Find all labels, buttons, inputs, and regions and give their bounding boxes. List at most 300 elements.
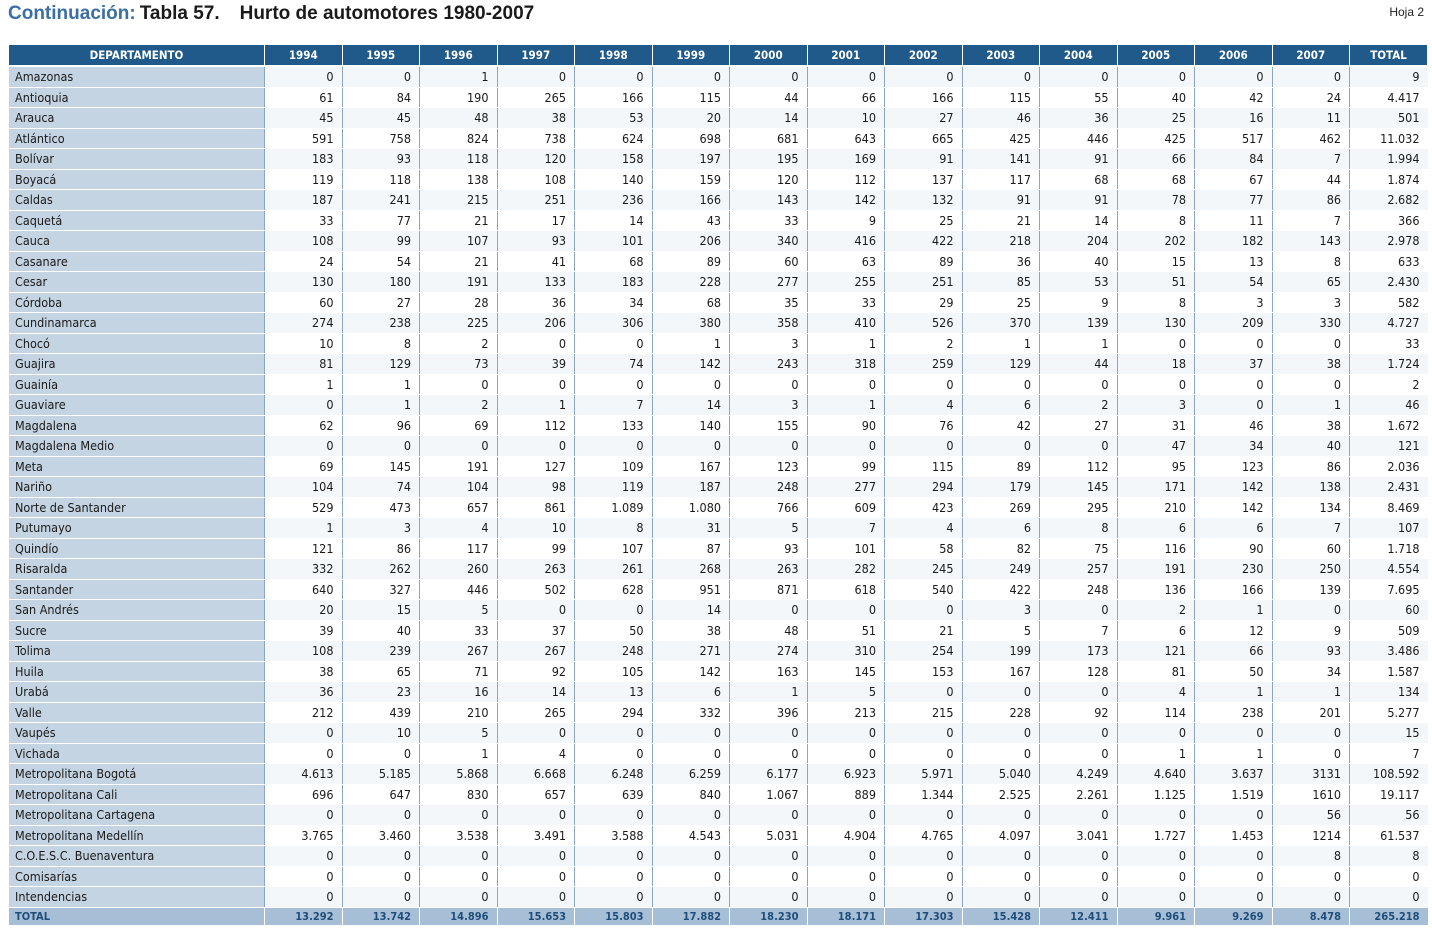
value-cell: 3.041	[1040, 825, 1118, 846]
value-cell: 4.543	[652, 825, 730, 846]
value-cell: 282	[807, 559, 885, 580]
value-cell: 47	[1117, 436, 1195, 457]
value-cell: 0	[497, 846, 575, 867]
value-cell: 39	[265, 620, 343, 641]
total-cell: 134	[1350, 682, 1428, 703]
value-cell: 31	[652, 518, 730, 539]
value-cell: 3	[1272, 292, 1350, 313]
value-cell: 263	[730, 559, 808, 580]
value-cell: 1.080	[652, 497, 730, 518]
value-cell: 86	[1272, 456, 1350, 477]
value-cell: 1	[420, 743, 498, 764]
table-title: Hurto de automotores 1980-2007	[239, 3, 535, 24]
value-cell: 85	[962, 272, 1040, 293]
value-cell: 14	[652, 395, 730, 416]
value-cell: 155	[730, 415, 808, 436]
value-cell: 108	[265, 641, 343, 662]
value-cell: 1.727	[1117, 825, 1195, 846]
total-cell: 61.537	[1350, 825, 1428, 846]
value-cell: 1.125	[1117, 784, 1195, 805]
value-cell: 0	[265, 743, 343, 764]
total-cell: 9	[1350, 66, 1428, 87]
value-cell: 0	[652, 66, 730, 87]
value-cell: 140	[575, 169, 653, 190]
value-cell: 14	[652, 600, 730, 621]
value-cell: 306	[575, 313, 653, 334]
value-cell: 7	[1272, 210, 1350, 231]
value-cell: 0	[1195, 395, 1273, 416]
value-cell: 0	[1195, 887, 1273, 908]
total-cell: 4.554	[1350, 559, 1428, 580]
value-cell: 4	[885, 518, 963, 539]
value-cell: 241	[342, 190, 420, 211]
value-cell: 101	[575, 231, 653, 252]
value-cell: 0	[575, 743, 653, 764]
department-cell: Metropolitana Medellín	[9, 825, 265, 846]
value-cell: 68	[575, 251, 653, 272]
value-cell: 261	[575, 559, 653, 580]
value-cell: 0	[885, 66, 963, 87]
total-cell: 0	[1350, 887, 1428, 908]
value-cell: 5	[420, 600, 498, 621]
value-cell: 6.923	[807, 764, 885, 785]
value-cell: 0	[1195, 866, 1273, 887]
value-cell: 141	[962, 149, 1040, 170]
value-cell: 91	[1040, 149, 1118, 170]
value-cell: 238	[1195, 702, 1273, 723]
total-value-cell: 9.961	[1117, 907, 1195, 925]
value-cell: 9	[807, 210, 885, 231]
department-cell: Casanare	[9, 251, 265, 272]
value-cell: 61	[265, 87, 343, 108]
total-cell: 8	[1350, 846, 1428, 867]
value-cell: 99	[497, 538, 575, 559]
value-cell: 1	[1117, 743, 1195, 764]
value-cell: 138	[420, 169, 498, 190]
value-cell: 6.177	[730, 764, 808, 785]
value-cell: 66	[807, 87, 885, 108]
value-cell: 0	[1195, 333, 1273, 354]
value-cell: 0	[807, 866, 885, 887]
value-cell: 34	[1195, 436, 1273, 457]
value-cell: 0	[1195, 66, 1273, 87]
total-cell: 2	[1350, 374, 1428, 395]
value-cell: 77	[1195, 190, 1273, 211]
value-cell: 2	[885, 333, 963, 354]
department-cell: C.O.E.S.C. Buenaventura	[9, 846, 265, 867]
total-cell: 2.431	[1350, 477, 1428, 498]
value-cell: 215	[885, 702, 963, 723]
value-cell: 3	[730, 333, 808, 354]
column-header-2001: 2001	[807, 45, 885, 66]
value-cell: 107	[420, 231, 498, 252]
value-cell: 1	[730, 682, 808, 703]
value-cell: 0	[1040, 436, 1118, 457]
value-cell: 425	[1117, 128, 1195, 149]
value-cell: 0	[962, 374, 1040, 395]
value-cell: 14	[575, 210, 653, 231]
value-cell: 69	[420, 415, 498, 436]
value-cell: 112	[1040, 456, 1118, 477]
value-cell: 5.185	[342, 764, 420, 785]
value-cell: 327	[342, 579, 420, 600]
value-cell: 69	[265, 456, 343, 477]
value-cell: 526	[885, 313, 963, 334]
department-cell: Guainía	[9, 374, 265, 395]
value-cell: 0	[265, 846, 343, 867]
column-header-2006: 2006	[1195, 45, 1273, 66]
value-cell: 0	[420, 887, 498, 908]
value-cell: 657	[497, 784, 575, 805]
table-row	[9, 682, 1428, 703]
department-cell: Sucre	[9, 620, 265, 641]
value-cell: 3	[1195, 292, 1273, 313]
value-cell: 36	[962, 251, 1040, 272]
value-cell: 15	[342, 600, 420, 621]
value-cell: 44	[730, 87, 808, 108]
value-cell: 143	[730, 190, 808, 211]
value-cell: 0	[885, 887, 963, 908]
value-cell: 0	[962, 805, 1040, 826]
value-cell: 951	[652, 579, 730, 600]
column-header-1999: 1999	[652, 45, 730, 66]
value-cell: 1	[342, 395, 420, 416]
value-cell: 213	[807, 702, 885, 723]
value-cell: 46	[1195, 415, 1273, 436]
value-cell: 529	[265, 497, 343, 518]
value-cell: 99	[807, 456, 885, 477]
value-cell: 422	[885, 231, 963, 252]
value-cell: 37	[1195, 354, 1273, 375]
value-cell: 101	[807, 538, 885, 559]
value-cell: 127	[497, 456, 575, 477]
value-cell: 647	[342, 784, 420, 805]
department-cell: Magdalena Medio	[9, 436, 265, 457]
value-cell: 23	[342, 682, 420, 703]
value-cell: 3.765	[265, 825, 343, 846]
value-cell: 60	[265, 292, 343, 313]
value-cell: 257	[1040, 559, 1118, 580]
value-cell: 195	[730, 149, 808, 170]
value-cell: 11	[1272, 108, 1350, 129]
value-cell: 93	[497, 231, 575, 252]
total-value-cell: 265.218	[1350, 907, 1428, 925]
value-cell: 6	[652, 682, 730, 703]
total-value-cell: 8.478	[1272, 907, 1350, 925]
data-table	[8, 45, 1428, 925]
value-cell: 6	[1117, 518, 1195, 539]
value-cell: 25	[962, 292, 1040, 313]
value-cell: 20	[652, 108, 730, 129]
value-cell: 197	[652, 149, 730, 170]
table-row	[9, 497, 1428, 518]
value-cell: 0	[962, 436, 1040, 457]
value-cell: 0	[652, 723, 730, 744]
value-cell: 4	[885, 395, 963, 416]
total-cell: 33	[1350, 333, 1428, 354]
value-cell: 3.538	[420, 825, 498, 846]
value-cell: 63	[807, 251, 885, 272]
total-cell: 4.727	[1350, 313, 1428, 334]
value-cell: 0	[1040, 374, 1118, 395]
value-cell: 0	[730, 743, 808, 764]
value-cell: 91	[1040, 190, 1118, 211]
value-cell: 5	[730, 518, 808, 539]
department-cell: Antioquia	[9, 87, 265, 108]
value-cell: 758	[342, 128, 420, 149]
value-cell: 439	[342, 702, 420, 723]
total-cell: 1.724	[1350, 354, 1428, 375]
value-cell: 0	[730, 600, 808, 621]
value-cell: 167	[652, 456, 730, 477]
table-number: Tabla 57.	[139, 3, 220, 24]
value-cell: 6	[1195, 518, 1273, 539]
total-cell: 56	[1350, 805, 1428, 826]
column-header-2003: 2003	[962, 45, 1040, 66]
value-cell: 62	[265, 415, 343, 436]
value-cell: 44	[1272, 169, 1350, 190]
value-cell: 0	[575, 723, 653, 744]
value-cell: 145	[342, 456, 420, 477]
total-value-cell: 17.303	[885, 907, 963, 925]
value-cell: 1	[342, 374, 420, 395]
value-cell: 1610	[1272, 784, 1350, 805]
page-title	[8, 3, 534, 27]
total-cell: 501	[1350, 108, 1428, 129]
value-cell: 251	[885, 272, 963, 293]
value-cell: 8	[575, 518, 653, 539]
value-cell: 112	[807, 169, 885, 190]
value-cell: 40	[1117, 87, 1195, 108]
value-cell: 1	[1195, 682, 1273, 703]
value-cell: 68	[1040, 169, 1118, 190]
value-cell: 446	[1040, 128, 1118, 149]
header-row	[9, 45, 1428, 66]
value-cell: 1	[807, 395, 885, 416]
value-cell: 277	[730, 272, 808, 293]
value-cell: 68	[1117, 169, 1195, 190]
value-cell: 0	[342, 866, 420, 887]
value-cell: 267	[420, 641, 498, 662]
value-cell: 38	[1272, 354, 1350, 375]
value-cell: 0	[575, 436, 653, 457]
value-cell: 0	[1040, 600, 1118, 621]
value-cell: 44	[1040, 354, 1118, 375]
value-cell: 74	[575, 354, 653, 375]
department-cell: Magdalena	[9, 415, 265, 436]
value-cell: 0	[420, 436, 498, 457]
value-cell: 20	[265, 600, 343, 621]
value-cell: 830	[420, 784, 498, 805]
value-cell: 228	[962, 702, 1040, 723]
value-cell: 5.031	[730, 825, 808, 846]
value-cell: 0	[265, 805, 343, 826]
value-cell: 0	[1195, 846, 1273, 867]
value-cell: 422	[962, 579, 1040, 600]
table-row	[9, 723, 1428, 744]
value-cell: 3.637	[1195, 764, 1273, 785]
value-cell: 318	[807, 354, 885, 375]
table-row	[9, 108, 1428, 129]
table-row	[9, 579, 1428, 600]
table-row	[9, 354, 1428, 375]
value-cell: 416	[807, 231, 885, 252]
value-cell: 45	[265, 108, 343, 129]
value-cell: 140	[652, 415, 730, 436]
value-cell: 410	[807, 313, 885, 334]
value-cell: 118	[420, 149, 498, 170]
value-cell: 38	[652, 620, 730, 641]
value-cell: 228	[652, 272, 730, 293]
value-cell: 78	[1117, 190, 1195, 211]
value-cell: 0	[1040, 866, 1118, 887]
value-cell: 824	[420, 128, 498, 149]
value-cell: 187	[652, 477, 730, 498]
value-cell: 71	[420, 661, 498, 682]
value-cell: 540	[885, 579, 963, 600]
value-cell: 0	[420, 866, 498, 887]
column-header-1995: 1995	[342, 45, 420, 66]
value-cell: 517	[1195, 128, 1273, 149]
total-cell: 8.469	[1350, 497, 1428, 518]
value-cell: 4.765	[885, 825, 963, 846]
value-cell: 93	[1272, 641, 1350, 662]
table-row	[9, 764, 1428, 785]
value-cell: 98	[497, 477, 575, 498]
total-cell: 19.117	[1350, 784, 1428, 805]
value-cell: 89	[885, 251, 963, 272]
value-cell: 7	[807, 518, 885, 539]
value-cell: 0	[1195, 374, 1273, 395]
total-cell: 1.718	[1350, 538, 1428, 559]
value-cell: 0	[885, 723, 963, 744]
value-cell: 0	[1117, 374, 1195, 395]
value-cell: 3	[730, 395, 808, 416]
value-cell: 108	[265, 231, 343, 252]
value-cell: 173	[1040, 641, 1118, 662]
table-row	[9, 313, 1428, 334]
value-cell: 86	[1272, 190, 1350, 211]
value-cell: 0	[420, 805, 498, 826]
value-cell: 15	[1117, 251, 1195, 272]
department-cell: Comisarías	[9, 866, 265, 887]
value-cell: 21	[962, 210, 1040, 231]
value-cell: 657	[420, 497, 498, 518]
value-cell: 163	[730, 661, 808, 682]
value-cell: 166	[885, 87, 963, 108]
value-cell: 123	[1195, 456, 1273, 477]
department-cell: Putumayo	[9, 518, 265, 539]
table-row	[9, 374, 1428, 395]
department-cell: Intendencias	[9, 887, 265, 908]
table-row	[9, 825, 1428, 846]
value-cell: 10	[807, 108, 885, 129]
value-cell: 105	[575, 661, 653, 682]
table-row	[9, 210, 1428, 231]
value-cell: 45	[342, 108, 420, 129]
total-cell: 3.486	[1350, 641, 1428, 662]
value-cell: 358	[730, 313, 808, 334]
table-row	[9, 190, 1428, 211]
value-cell: 0	[807, 600, 885, 621]
value-cell: 396	[730, 702, 808, 723]
value-cell: 1	[1272, 395, 1350, 416]
value-cell: 143	[1272, 231, 1350, 252]
value-cell: 67	[1195, 169, 1273, 190]
value-cell: 51	[807, 620, 885, 641]
value-cell: 239	[342, 641, 420, 662]
value-cell: 0	[962, 682, 1040, 703]
value-cell: 0	[652, 846, 730, 867]
value-cell: 1	[1272, 682, 1350, 703]
table-body	[9, 66, 1428, 907]
value-cell: 3.491	[497, 825, 575, 846]
value-cell: 5	[807, 682, 885, 703]
value-cell: 6	[962, 395, 1040, 416]
total-value-cell: 14.896	[420, 907, 498, 925]
column-header-total: TOTAL	[1350, 45, 1428, 66]
total-cell: 2.036	[1350, 456, 1428, 477]
value-cell: 0	[575, 866, 653, 887]
table-row	[9, 87, 1428, 108]
value-cell: 0	[807, 66, 885, 87]
value-cell: 169	[807, 149, 885, 170]
value-cell: 1	[497, 395, 575, 416]
value-cell: 191	[1117, 559, 1195, 580]
value-cell: 0	[1272, 866, 1350, 887]
value-cell: 0	[1195, 805, 1273, 826]
total-value-cell: 15.653	[497, 907, 575, 925]
total-value-cell: 9.269	[1195, 907, 1273, 925]
table-row	[9, 436, 1428, 457]
value-cell: 120	[730, 169, 808, 190]
value-cell: 0	[1272, 723, 1350, 744]
table-row	[9, 231, 1428, 252]
total-cell: 107	[1350, 518, 1428, 539]
value-cell: 0	[652, 887, 730, 908]
value-cell: 153	[885, 661, 963, 682]
value-cell: 31	[1117, 415, 1195, 436]
value-cell: 618	[807, 579, 885, 600]
total-cell: 15	[1350, 723, 1428, 744]
department-cell: Meta	[9, 456, 265, 477]
value-cell: 738	[497, 128, 575, 149]
table-row	[9, 887, 1428, 908]
value-cell: 145	[807, 661, 885, 682]
sheet-label: Hoja 2	[1389, 5, 1424, 19]
value-cell: 81	[265, 354, 343, 375]
value-cell: 861	[497, 497, 575, 518]
total-cell: 7.695	[1350, 579, 1428, 600]
total-row	[9, 907, 1428, 925]
value-cell: 0	[575, 887, 653, 908]
value-cell: 262	[342, 559, 420, 580]
value-cell: 54	[342, 251, 420, 272]
total-value-cell: 13.742	[342, 907, 420, 925]
value-cell: 260	[420, 559, 498, 580]
value-cell: 18	[1117, 354, 1195, 375]
value-cell: 199	[962, 641, 1040, 662]
department-cell: Risaralda	[9, 559, 265, 580]
value-cell: 0	[265, 866, 343, 887]
value-cell: 624	[575, 128, 653, 149]
value-cell: 4.097	[962, 825, 1040, 846]
value-cell: 7	[1040, 620, 1118, 641]
table-row	[9, 272, 1428, 293]
value-cell: 37	[497, 620, 575, 641]
department-cell: Amazonas	[9, 66, 265, 87]
value-cell: 10	[497, 518, 575, 539]
